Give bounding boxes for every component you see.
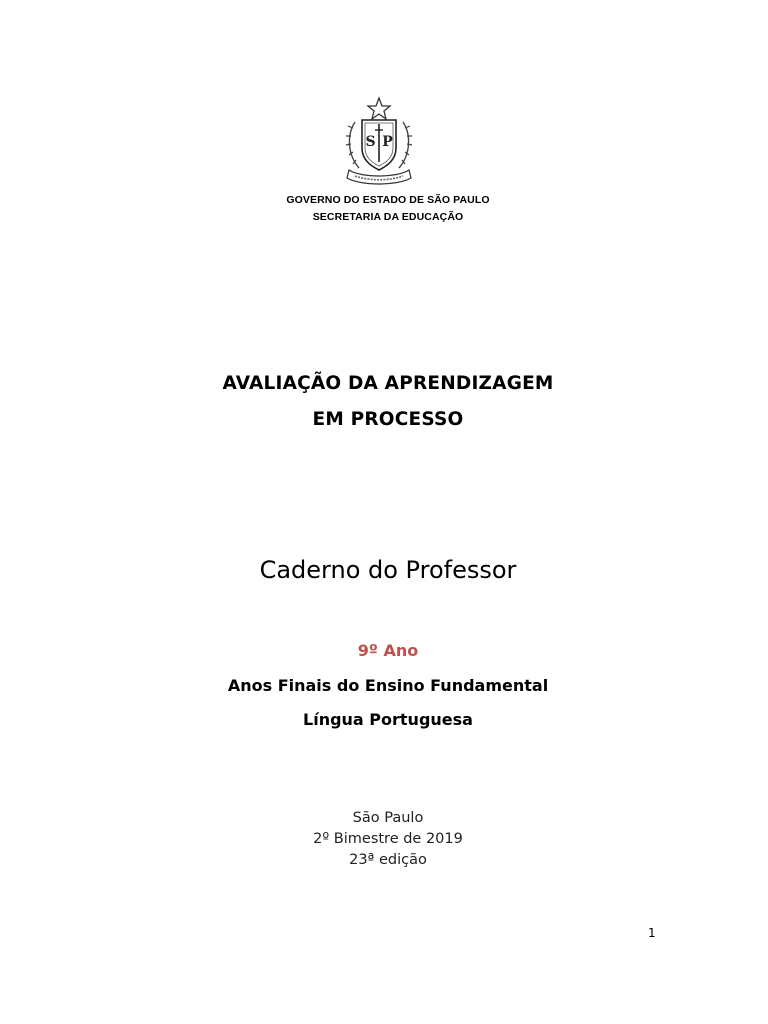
page-number: 1 bbox=[648, 926, 656, 940]
education-level: Anos Finais do Ensino Fundamental bbox=[227, 676, 549, 695]
document-subtitle: Caderno do Professor bbox=[259, 556, 517, 584]
grade-label: 9º Ano bbox=[357, 641, 419, 660]
document-title-line-2: EM PROCESSO bbox=[312, 409, 464, 430]
state-seal-icon bbox=[341, 96, 417, 186]
edition-number: 23ª edição bbox=[349, 852, 427, 868]
svg-text:P: P bbox=[382, 134, 393, 150]
svg-text:S: S bbox=[365, 134, 376, 150]
subject-name: Língua Portuguesa bbox=[303, 710, 473, 729]
edition-period: 2º Bimestre de 2019 bbox=[313, 831, 463, 847]
department-name: SECRETARIA DA EDUCAÇÃO bbox=[312, 211, 464, 223]
document-title-line-1: AVALIAÇÃO DA APRENDIZAGEM bbox=[222, 373, 554, 394]
government-name: GOVERNO DO ESTADO DE SÃO PAULO bbox=[286, 194, 490, 206]
edition-city: São Paulo bbox=[352, 810, 424, 826]
